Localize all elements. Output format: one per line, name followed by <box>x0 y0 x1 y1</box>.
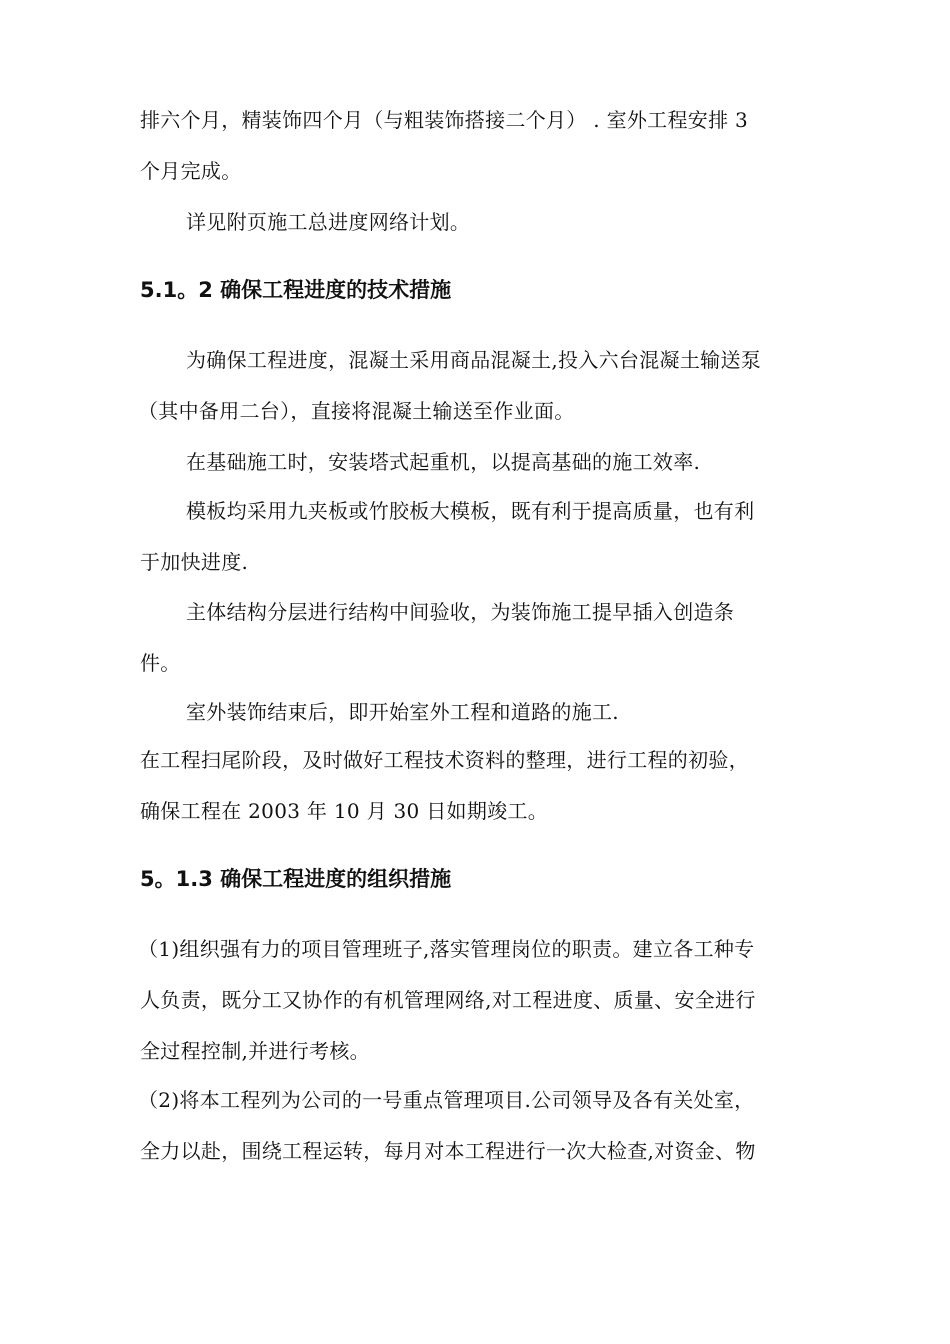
paragraph-line: 于加快进度. <box>140 550 249 574</box>
paragraph-line: 排六个月，精装饰四个月（与粗装饰搭接二个月） . 室外工程安排 3 <box>140 108 749 132</box>
paragraph-line: 室外装饰结束后，即开始室外工程和道路的施工. <box>186 700 619 724</box>
paragraph-line: 全过程控制,并进行考核。 <box>140 1039 370 1063</box>
paragraph-line: 在基础施工时，安装塔式起重机，以提高基础的施工效率. <box>186 450 701 474</box>
paragraph-line: 全力以赴，围绕工程运转，每月对本工程进行一次大检查,对资金、物 <box>140 1139 756 1163</box>
paragraph-line: 为确保工程进度，混凝土采用商品混凝土,投入六台混凝土输送泵 <box>186 348 762 372</box>
section-heading-5-1-2: 5.1。2 确保工程进度的技术措施 <box>140 278 452 302</box>
paragraph-line: （1)组织强有力的项目管理班子,落实管理岗位的职责。建立各工种专 <box>138 937 755 961</box>
paragraph-line: 件。 <box>140 651 181 675</box>
paragraph-line: 人负责，既分工又协作的有机管理网络,对工程进度、质量、安全进行 <box>140 988 756 1012</box>
paragraph-line: 个月完成。 <box>140 159 242 183</box>
paragraph-line: 在工程扫尾阶段，及时做好工程技术资料的整理，进行工程的初验， <box>140 748 749 772</box>
paragraph-line: 主体结构分层进行结构中间验收，为装饰施工提早插入创造条 <box>186 600 735 624</box>
paragraph-line: 确保工程在 2003 年 10 月 30 日如期竣工。 <box>140 799 549 823</box>
paragraph-line: 模板均采用九夹板或竹胶板大模板，既有利于提高质量，也有利 <box>186 499 755 523</box>
section-heading-5-1-3: 5。1.3 确保工程进度的组织措施 <box>140 867 452 891</box>
paragraph-line: （其中备用二台），直接将混凝土输送至作业面。 <box>138 399 575 423</box>
paragraph-line: （2)将本工程列为公司的一号重点管理项目.公司领导及各有关处室， <box>138 1088 755 1112</box>
paragraph-line: 详见附页施工总进度网络计划。 <box>186 210 471 234</box>
